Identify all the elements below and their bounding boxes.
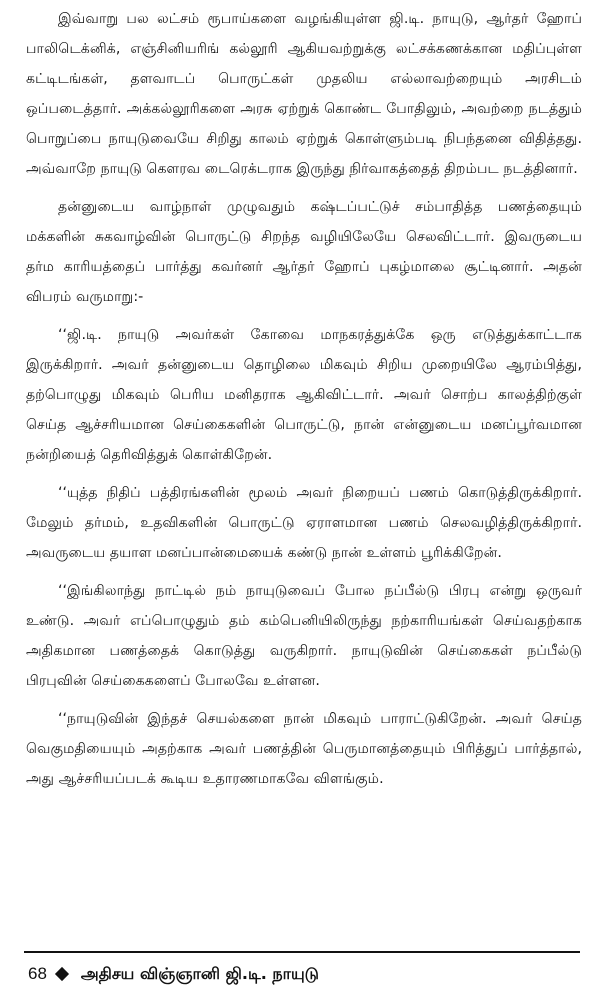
footer-divider — [24, 951, 580, 953]
page-number: 68 — [28, 964, 47, 983]
body-text — [26, 4, 582, 794]
paragraph-2: தன்னுடைய வாழ்நாள் முழுவதும் கஷ்டப்பட்டுச் சம்பாதித்த பணத்தையும் மக்களின் சுகவாழ்வின் பொருட்டு சிறந்த வழியிலேயே செலவிட்டார். இவருடைய தர்ம காரியத்தைப் பார்த்து கவர்னர் ஆர்தர் ஹோப் புகழ்மாலை சூட்டினார். அதன் விபரம் வருமாறு:- — [26, 199, 582, 305]
page-footer — [28, 962, 319, 986]
paragraph-6: ‘‘நாயுடுவின் இந்தச் செயல்களை நான் மிகவும் பாராட்டுகிறேன். அவர் செய்த வெகுமதியையும் அதற்காக அவர் பணத்தின் பெருமானத்தையும் பிரித்துப் பார்த்தால், அது ஆச்சரியப்படக் கூடிய உதாரணமாகவே விளங்கும். — [26, 711, 582, 787]
paragraph-5: ‘‘இங்கிலாந்து நாட்டில் நம் நாயுடுவைப் போல நப்பீல்டு பிரபு என்று ஒருவர் உண்டு. அவர் எப்பொழுதும் தம் கம்பெனியிலிருந்து நற்காரியங்கள் செய்வதற்காக அதிகமான பணத்தைக் கொடுத்து வருகிறார். நாயுடுவின் செய்கைகள் நப்பீல்டு பிரபுவின் செய்கைகளைப் போலவே உள்ளன. — [26, 583, 582, 689]
diamond-icon — [55, 967, 69, 981]
paragraph-1: இவ்வாறு பல லட்சம் ரூபாய்களை வழங்கியுள்ள ஜி.டி. நாயுடு, ஆர்தர் ஹோப் பாலிடெக்னிக், எஞ்சினியரிங் கல்லூரி ஆகியவற்றுக்கு லட்சக்கணக்கான மதிப்புள்ள கட்டிடங்கள், தளவாடப் பொருட்கள் முதலிய எல்லாவற்றையும் அரசிடம் ஒப்படைத்தார். அக்கல்லூரிகளை அரசு ஏற்றுக் கொண்ட போதிலும், அவற்றை நடத்தும் பொறுப்பை நாயுடுவையே சிறிது காலம் ஏற்றுக் கொள்ளும்படி நிபந்தனை விதித்தது. அவ்வாறே நாயுடு கௌரவ டைரெக்டராக இருந்து நிர்வாகத்தைத் திறம்பட நடத்தினார். — [26, 11, 582, 177]
paragraph-4: ‘‘யுத்த நிதிப் பத்திரங்களின் மூலம் அவர் நிறையப் பணம் கொடுத்திருக்கிறார். மேலும் தர்மம், உதவிகளின் பொருட்டு ஏராளமான பணம் செலவழித்திருக்கிறார். அவருடைய தயாள மனப்பான்மையைக் கண்டு நான் உள்ளம் பூரிக்கிறேன். — [26, 485, 582, 561]
running-title: அதிசய விஞ்ஞானி ஜி.டி. நாயுடு — [80, 963, 319, 983]
paragraph-3: ‘‘ஜி.டி. நாயுடு அவர்கள் கோவை மாநகரத்துக்கே ஒரு எடுத்துக்காட்டாக இருக்கிறார். அவர் தன்னுடைய தொழிலை மிகவும் சிறிய முறையிலே ஆரம்பித்து, தற்பொழுது மிகவும் பெரிய மனிதராக ஆகிவிட்டார். அவர் சொற்ப காலத்திற்குள் செய்த ஆச்சரியமான செய்கைகளின் பொருட்டு, நான் என்னுடைய மனப்பூர்வமான நன்றியைத் தெரிவித்துக் கொள்கிறேன். — [26, 327, 582, 463]
